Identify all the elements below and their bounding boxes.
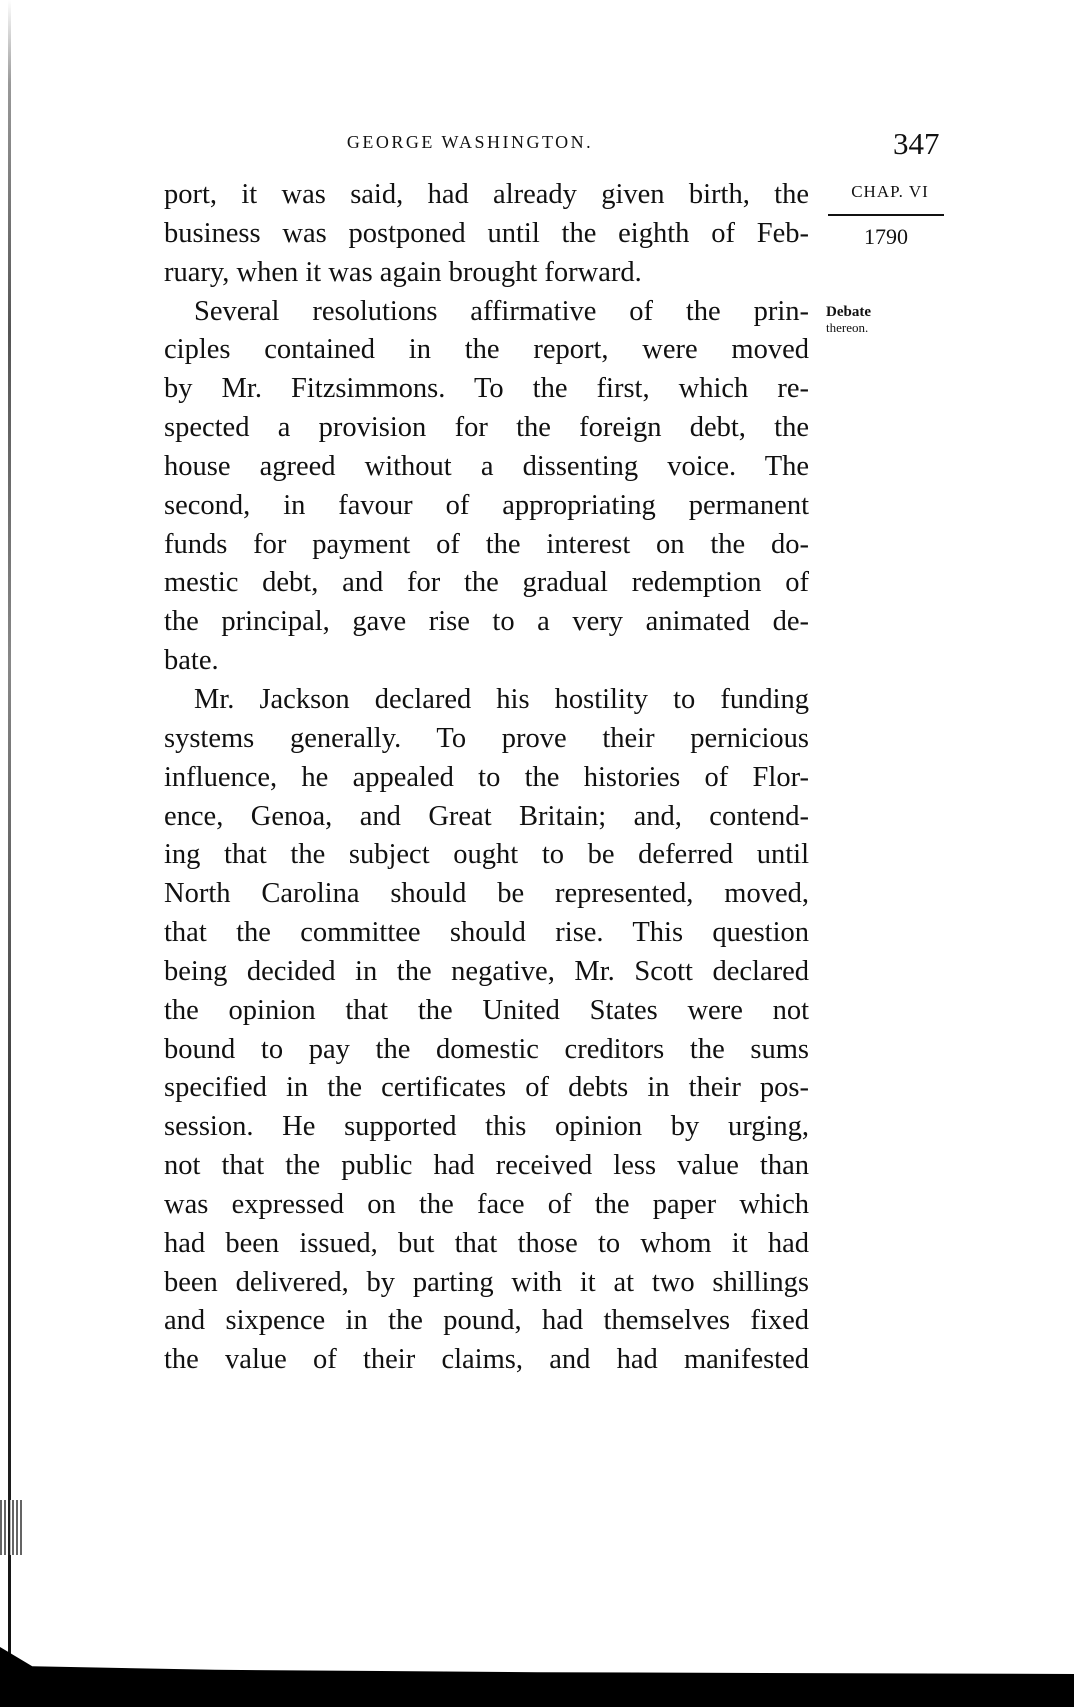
text-line: not that the public had received less value than (164, 1150, 809, 1182)
text-line: spected a provision for the foreign debt, the (164, 412, 809, 444)
scan-artifact (0, 1500, 22, 1555)
text-line: and sixpence in the pound, had themselves fixed (164, 1305, 809, 1337)
margin-note-line: Debate (826, 304, 871, 320)
text-line: had been issued, but that those to whom it had (164, 1227, 809, 1259)
text-line: that the committee should rise. This question (164, 917, 809, 949)
margin-note-line: thereon. (826, 320, 869, 335)
margin-chapter: CHAP. VI (851, 182, 929, 201)
running-title: GEORGE WASHINGTON. (346, 132, 594, 152)
text-line: session. He supported this opinion by urging, (164, 1111, 809, 1143)
body-text (164, 176, 809, 1380)
text-line: bound to pay the domestic creditors the sums (164, 1033, 809, 1065)
text-line: second, in favour of appropriating permanent (164, 489, 809, 521)
text-line: systems generally. To prove their pernicious (164, 722, 809, 754)
margin-year: 1790 (864, 224, 908, 249)
text-line: ence, Genoa, and Great Britain; and, contend- (164, 800, 809, 832)
text-line: mestic debt, and for the gradual redemption of (164, 567, 809, 599)
text-line: bate. (164, 645, 219, 677)
text-line: Mr. Jackson declared his hostility to funding (194, 683, 809, 715)
margin-divider (828, 214, 944, 216)
scan-bottom-shadow (0, 1647, 1074, 1707)
text-line: funds for payment of the interest on the do- (164, 528, 809, 560)
text-line: ing that the subject ought to be deferred until (164, 839, 809, 871)
book-spine-edge (8, 0, 11, 1660)
text-line: the value of their claims, and had manifested (164, 1344, 809, 1376)
text-line: influence, he appealed to the histories of Flor- (164, 761, 809, 793)
text-line: Several resolutions affirmative of the prin- (194, 295, 809, 327)
text-line: ruary, when it was again brought forward. (164, 256, 642, 288)
margin-note (826, 305, 871, 335)
text-line: house agreed without a dissenting voice. The (164, 450, 809, 482)
text-line: being decided in the negative, Mr. Scott declared (164, 955, 809, 987)
text-line: was expressed on the face of the paper which (164, 1188, 809, 1220)
text-line: the opinion that the United States were not (164, 994, 809, 1026)
text-line: business was postponed until the eighth of Feb- (164, 217, 809, 249)
text-line: specified in the certificates of debts in their pos- (164, 1072, 809, 1104)
text-line: been delivered, by parting with it at two shillings (164, 1266, 809, 1298)
text-line: by Mr. Fitzsimmons. To the first, which re- (164, 373, 809, 405)
text-line: port, it was said, had already given birth, the (164, 179, 809, 210)
text-line: North Carolina should be represented, moved, (164, 878, 809, 910)
text-line: the principal, gave rise to a very animated de- (164, 606, 809, 638)
page-number: 347 (893, 126, 940, 161)
text-line: ciples contained in the report, were moved (164, 334, 809, 366)
